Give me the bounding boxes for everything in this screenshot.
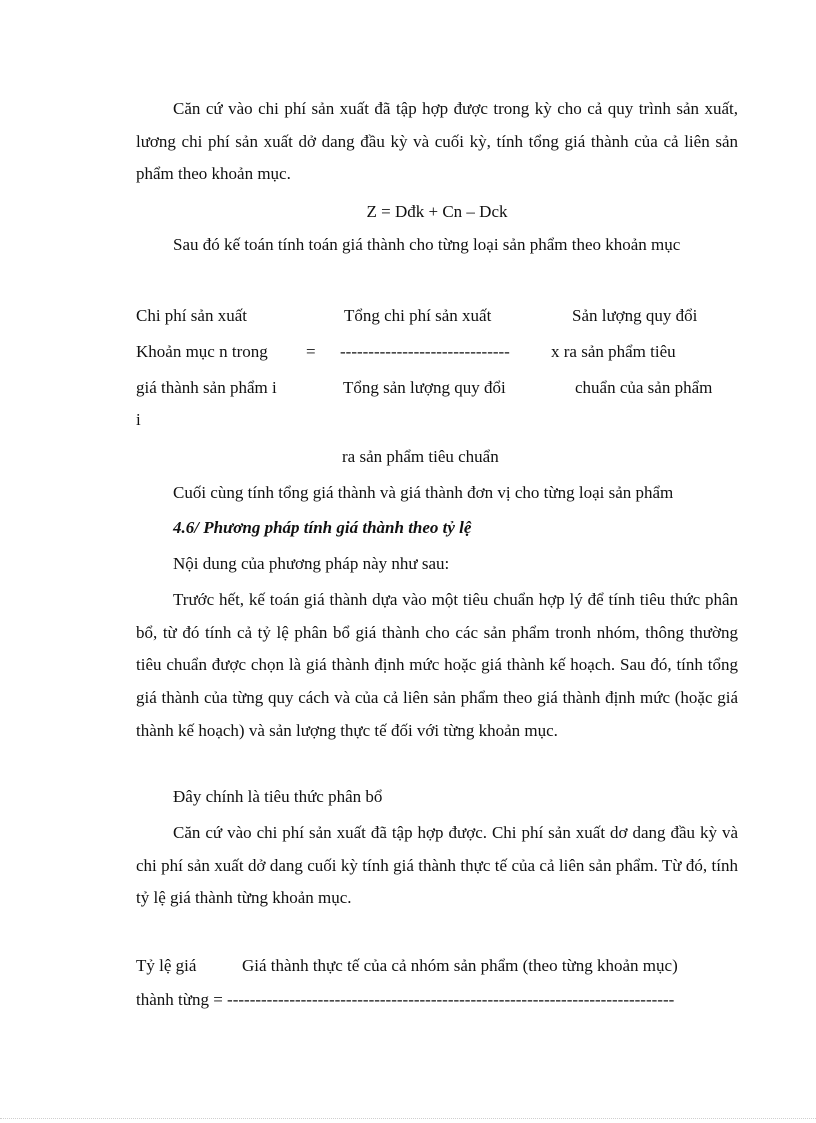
formula-fraction-bar: ------------------------------	[340, 342, 510, 361]
formula-left-line-4: i	[136, 410, 141, 429]
ratio-formula-left-line-1: Tỷ lệ giá	[136, 956, 197, 975]
page-bottom-divider	[0, 1118, 816, 1119]
paragraph-unit-cost: Cuối cùng tính tổng giá thành và giá thành đơn vị cho từng loại sản phẩm	[173, 483, 674, 502]
ratio-formula-left-line-2: thành từng = -------------------------------------------------------------------------------	[136, 990, 675, 1009]
paragraph-allocation-criterion: Đây chính là tiêu thức phân bổ	[173, 787, 383, 806]
paragraph-allocation-basis: Trước hết, kế toán giá thành dựa vào một tiêu chuẩn hợp lý để tính tiêu thức phân bổ, từ đó tính cả tỷ lệ phân bổ giá thành cho các sản phẩm tronh nhóm, thông thường tiêu chuẩn được chọn là giá thành định mức hoặc giá thành kế hoạch. Sau đó, tính tổng giá thành của từng quy cách và của cả liên sản phẩm theo giá thành định mức (hoặc giá thành kế hoạch) và sản lượng thực tế đối với từng khoản mục.	[136, 590, 738, 740]
formula-denominator-line-2: ra sản phẩm tiêu chuẩn	[342, 447, 499, 466]
paragraph-cost-per-product: Sau đó kế toán tính toán giá thành cho từng loại sản phẩm theo khoản mục	[173, 235, 681, 254]
formula-left-line-1: Chi phí sản xuất	[136, 306, 247, 325]
paragraph-total-cost: Căn cứ vào chi phí sản xuất đã tập hợp được trong kỳ cho cả quy trình sản xuất, lương chi phí sản xuất dở dang đầu kỳ và cuối kỳ, tính tổng giá thành của cả liên sản phẩm theo khoản mục.	[136, 99, 738, 184]
formula-numerator: Tổng chi phí sản xuất	[344, 306, 492, 325]
formula-total-cost: Z = Dđk + Cn – Dck	[366, 202, 508, 221]
paragraph-method-content: Nội dung của phương pháp này như sau:	[173, 554, 450, 573]
formula-left-line-2: Khoản mục n trong	[136, 342, 268, 361]
formula-right-line-2: x ra sản phẩm tiêu	[551, 342, 676, 361]
paragraph-actual-cost: Căn cứ vào chi phí sản xuất đã tập hợp được. Chi phí sản xuất dơ dang đầu kỳ và chi phí sản xuất dở dang cuối kỳ tính giá thành thực tế của cả liên sản phẩm. Từ đó, tính tỷ lệ giá thành từng khoản mục.	[136, 823, 738, 908]
formula-right-line-3: chuẩn của sản phẩm	[575, 378, 713, 397]
formula-left-line-3: giá thành sản phẩm i	[136, 378, 277, 397]
formula-denominator-line-1: Tổng sản lượng quy đổi	[343, 378, 506, 397]
ratio-formula-numerator: Giá thành thực tế của cả nhóm sản phẩm (theo từng khoản mục)	[242, 956, 678, 975]
formula-equals-sign: =	[306, 342, 316, 361]
formula-right-line-1: Sản lượng quy đổi	[572, 306, 698, 325]
section-heading-4-6: 4.6/ Phương pháp tính giá thành theo tỷ lệ	[173, 518, 472, 537]
